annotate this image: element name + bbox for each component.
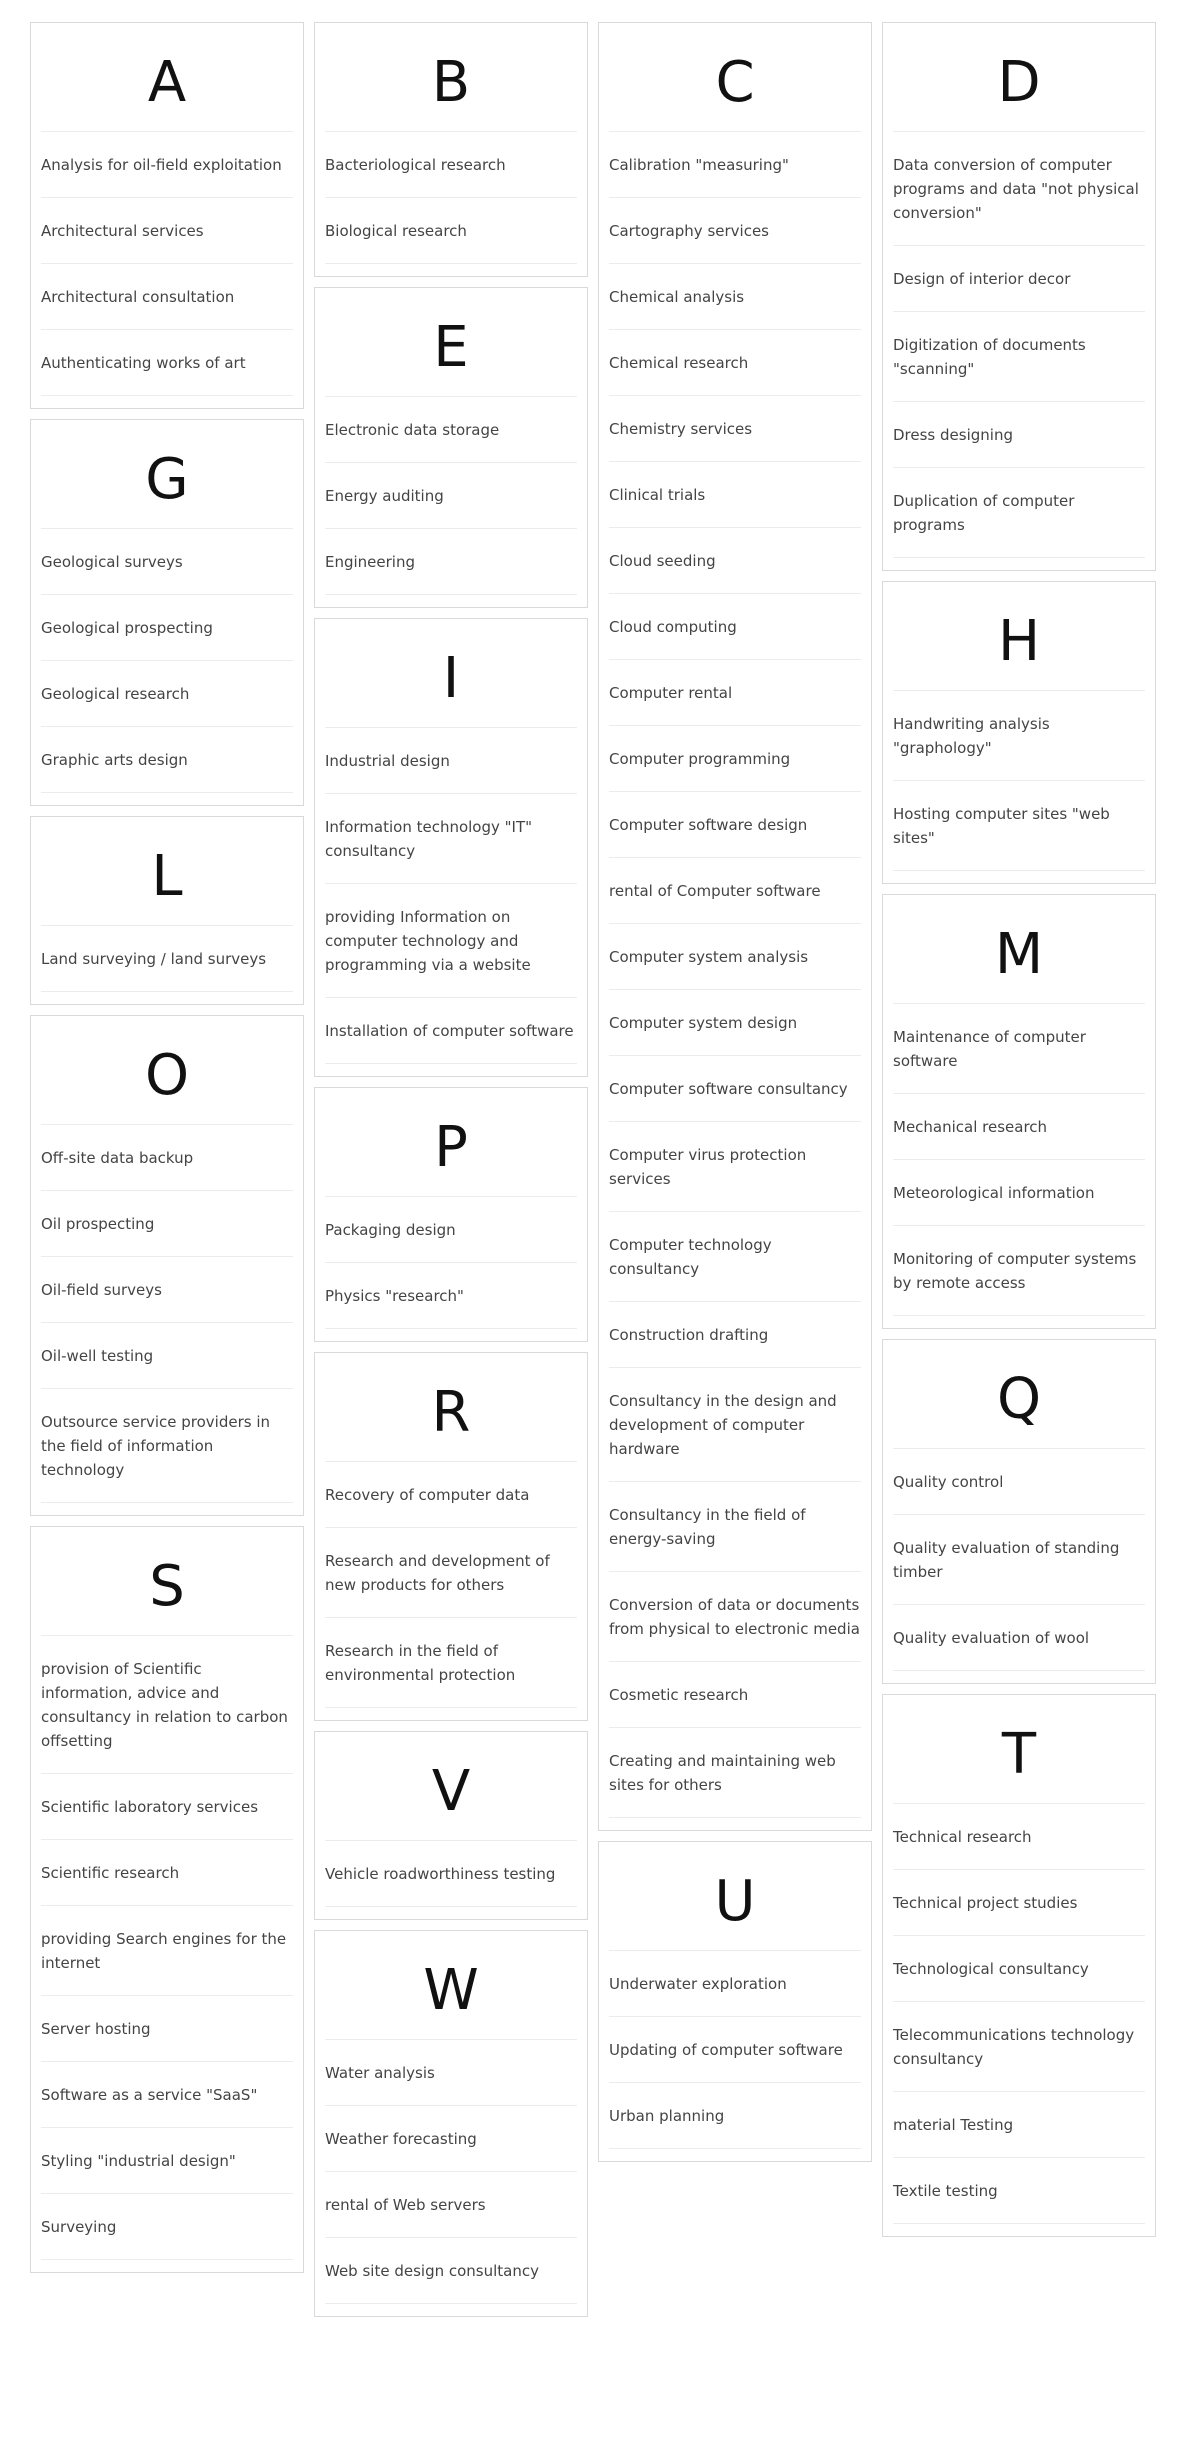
card-footer-spacer <box>893 871 1145 883</box>
service-item[interactable]: Architectural consultation <box>41 264 293 330</box>
letter-heading: A <box>41 23 293 132</box>
card-footer-spacer <box>609 2149 861 2161</box>
letter-heading: V <box>325 1732 577 1841</box>
service-list <box>325 1841 577 1907</box>
card-footer-spacer <box>325 264 577 276</box>
service-item[interactable]: Packaging design <box>325 1197 577 1263</box>
letter-card-w <box>314 1930 588 2317</box>
letter-heading: T <box>893 1695 1145 1804</box>
letter-heading: C <box>609 23 861 132</box>
service-item[interactable]: Software as a service "SaaS" <box>41 2062 293 2128</box>
service-list <box>325 1462 577 1708</box>
service-item[interactable]: providing Search engines for the internet <box>41 1906 293 1996</box>
letter-heading: W <box>325 1931 577 2040</box>
column-3 <box>598 22 872 2317</box>
service-list <box>609 1951 861 2149</box>
service-item[interactable]: Physics "research" <box>325 1263 577 1329</box>
service-item[interactable]: Mechanical research <box>893 1094 1145 1160</box>
letter-card-i <box>314 618 588 1077</box>
service-item[interactable]: Scientific laboratory services <box>41 1774 293 1840</box>
service-list <box>893 1004 1145 1316</box>
service-item[interactable]: Oil prospecting <box>41 1191 293 1257</box>
card-footer-spacer <box>893 558 1145 570</box>
service-item[interactable]: Computer system analysis <box>609 924 861 990</box>
service-item[interactable]: Surveying <box>41 2194 293 2260</box>
service-item[interactable]: Data conversion of computer programs and data "not physical conversion" <box>893 132 1145 246</box>
service-list <box>325 728 577 1064</box>
service-item[interactable]: Research in the field of environmental protection <box>325 1618 577 1708</box>
service-list <box>325 2040 577 2304</box>
service-item[interactable]: Hosting computer sites "web sites" <box>893 781 1145 871</box>
service-item[interactable]: Clinical trials <box>609 462 861 528</box>
service-item[interactable]: Updating of computer software <box>609 2017 861 2083</box>
letter-card-q <box>882 1339 1156 1684</box>
service-item[interactable]: Bacteriological research <box>325 132 577 198</box>
card-footer-spacer <box>893 1316 1145 1328</box>
letter-heading: D <box>893 23 1145 132</box>
card-footer-spacer <box>41 793 293 805</box>
card-footer-spacer <box>893 2224 1145 2236</box>
service-item[interactable]: Digitization of documents "scanning" <box>893 312 1145 402</box>
service-list <box>893 691 1145 871</box>
service-item[interactable]: providing Information on computer technology and programming via a website <box>325 884 577 998</box>
service-item[interactable]: Installation of computer software <box>325 998 577 1064</box>
service-list <box>325 397 577 595</box>
letter-card-d <box>882 22 1156 571</box>
letter-heading: G <box>41 420 293 529</box>
letter-heading: O <box>41 1016 293 1125</box>
service-list <box>41 529 293 793</box>
letter-heading: B <box>325 23 577 132</box>
card-footer-spacer <box>325 1064 577 1076</box>
letter-heading: P <box>325 1088 577 1197</box>
letter-heading: L <box>41 817 293 926</box>
letter-heading: M <box>893 895 1145 1004</box>
service-item[interactable]: Telecommunications technology consultancy <box>893 2002 1145 2092</box>
letter-card-b <box>314 22 588 277</box>
card-footer-spacer <box>325 595 577 607</box>
letter-heading: E <box>325 288 577 397</box>
service-item[interactable]: Meteorological information <box>893 1160 1145 1226</box>
letter-card-m <box>882 894 1156 1329</box>
card-footer-spacer <box>41 1503 293 1515</box>
service-item[interactable]: Cloud computing <box>609 594 861 660</box>
service-item[interactable]: Dress designing <box>893 402 1145 468</box>
service-item[interactable]: Chemical research <box>609 330 861 396</box>
card-footer-spacer <box>325 1708 577 1720</box>
letter-card-t <box>882 1694 1156 2237</box>
service-item[interactable]: Chemistry services <box>609 396 861 462</box>
service-item[interactable]: Textile testing <box>893 2158 1145 2224</box>
service-item[interactable]: Technical project studies <box>893 1870 1145 1936</box>
service-item[interactable]: Conversion of data or documents from physical to electronic media <box>609 1572 861 1662</box>
service-item[interactable]: provision of Scientific information, advice and consultancy in relation to carbon offsetting <box>41 1636 293 1774</box>
service-item[interactable]: Water analysis <box>325 2040 577 2106</box>
service-item[interactable]: Geological research <box>41 661 293 727</box>
service-item[interactable]: Technological consultancy <box>893 1936 1145 2002</box>
service-item[interactable]: rental of Web servers <box>325 2172 577 2238</box>
service-item[interactable]: Urban planning <box>609 2083 861 2149</box>
service-item[interactable]: Styling "industrial design" <box>41 2128 293 2194</box>
letter-heading: S <box>41 1527 293 1636</box>
service-item[interactable]: Quality evaluation of standing timber <box>893 1515 1145 1605</box>
card-footer-spacer <box>41 2260 293 2272</box>
service-item[interactable]: Consultancy in the field of energy-saving <box>609 1482 861 1572</box>
service-item[interactable]: Design of interior decor <box>893 246 1145 312</box>
service-item[interactable]: Geological surveys <box>41 529 293 595</box>
letter-card-a <box>30 22 304 409</box>
service-item[interactable]: rental of Computer software <box>609 858 861 924</box>
service-item[interactable]: Monitoring of computer systems by remote access <box>893 1226 1145 1316</box>
service-item[interactable]: Duplication of computer programs <box>893 468 1145 558</box>
alphabetical-index <box>30 22 1156 2317</box>
service-item[interactable]: Analysis for oil-field exploitation <box>41 132 293 198</box>
column-2 <box>314 22 588 2317</box>
service-item[interactable]: Oil-field surveys <box>41 1257 293 1323</box>
service-list <box>41 1636 293 2260</box>
service-item[interactable]: Underwater exploration <box>609 1951 861 2017</box>
service-item[interactable]: Calibration "measuring" <box>609 132 861 198</box>
service-item[interactable]: Scientific research <box>41 1840 293 1906</box>
service-item[interactable]: Architectural services <box>41 198 293 264</box>
service-list <box>325 132 577 264</box>
column-1 <box>30 22 304 2317</box>
service-item[interactable]: Land surveying / land surveys <box>41 926 293 992</box>
service-item[interactable]: Creating and maintaining web sites for others <box>609 1728 861 1818</box>
service-item[interactable]: Engineering <box>325 529 577 595</box>
letter-heading: I <box>325 619 577 728</box>
card-footer-spacer <box>325 1329 577 1341</box>
service-item[interactable]: Weather forecasting <box>325 2106 577 2172</box>
service-item[interactable]: Computer software consultancy <box>609 1056 861 1122</box>
letter-heading: R <box>325 1353 577 1462</box>
letter-card-g <box>30 419 304 806</box>
service-item[interactable]: Outsource service providers in the field of information technology <box>41 1389 293 1503</box>
service-item[interactable]: Cloud seeding <box>609 528 861 594</box>
letter-heading: H <box>893 582 1145 691</box>
letter-card-c <box>598 22 872 1831</box>
service-item[interactable]: Vehicle roadworthiness testing <box>325 1841 577 1907</box>
letter-card-e <box>314 287 588 608</box>
letter-card-l <box>30 816 304 1005</box>
service-item[interactable]: Handwriting analysis "graphology" <box>893 691 1145 781</box>
service-item[interactable]: Cartography services <box>609 198 861 264</box>
service-list <box>893 132 1145 558</box>
service-item[interactable]: Quality evaluation of wool <box>893 1605 1145 1671</box>
service-item[interactable]: Quality control <box>893 1449 1145 1515</box>
service-item[interactable]: Research and development of new products for others <box>325 1528 577 1618</box>
service-item[interactable]: Industrial design <box>325 728 577 794</box>
service-list <box>609 132 861 1818</box>
service-item[interactable]: Cosmetic research <box>609 1662 861 1728</box>
letter-card-u <box>598 1841 872 2162</box>
service-item[interactable]: Consultancy in the design and development of computer hardware <box>609 1368 861 1482</box>
letter-card-v <box>314 1731 588 1920</box>
service-item[interactable]: Computer programming <box>609 726 861 792</box>
letter-heading: U <box>609 1842 861 1951</box>
service-item[interactable]: Maintenance of computer software <box>893 1004 1145 1094</box>
letter-heading: Q <box>893 1340 1145 1449</box>
service-item[interactable]: Electronic data storage <box>325 397 577 463</box>
card-footer-spacer <box>41 992 293 1004</box>
service-item[interactable]: Graphic arts design <box>41 727 293 793</box>
service-list <box>41 1125 293 1503</box>
card-footer-spacer <box>893 1671 1145 1683</box>
service-item[interactable]: Recovery of computer data <box>325 1462 577 1528</box>
card-footer-spacer <box>609 1818 861 1830</box>
service-list <box>893 1804 1145 2224</box>
column-4 <box>882 22 1156 2317</box>
service-list <box>41 926 293 992</box>
service-item[interactable]: Web site design consultancy <box>325 2238 577 2304</box>
card-footer-spacer <box>325 2304 577 2316</box>
service-list <box>325 1197 577 1329</box>
service-item[interactable]: material Testing <box>893 2092 1145 2158</box>
card-footer-spacer <box>325 1907 577 1919</box>
service-item[interactable]: Authenticating works of art <box>41 330 293 396</box>
service-item[interactable]: Energy auditing <box>325 463 577 529</box>
service-item[interactable]: Technical research <box>893 1804 1145 1870</box>
letter-card-h <box>882 581 1156 884</box>
letter-card-p <box>314 1087 588 1342</box>
service-list <box>893 1449 1145 1671</box>
service-item[interactable]: Computer virus protection services <box>609 1122 861 1212</box>
service-item[interactable]: Computer system design <box>609 990 861 1056</box>
service-item[interactable]: Biological research <box>325 198 577 264</box>
service-item[interactable]: Oil-well testing <box>41 1323 293 1389</box>
letter-card-s <box>30 1526 304 2273</box>
letter-card-o <box>30 1015 304 1516</box>
service-item[interactable]: Computer software design <box>609 792 861 858</box>
service-item[interactable]: Construction drafting <box>609 1302 861 1368</box>
service-item[interactable]: Information technology "IT" consultancy <box>325 794 577 884</box>
service-item[interactable]: Computer technology consultancy <box>609 1212 861 1302</box>
letter-card-r <box>314 1352 588 1721</box>
service-list <box>41 132 293 396</box>
service-item[interactable]: Computer rental <box>609 660 861 726</box>
service-item[interactable]: Off-site data backup <box>41 1125 293 1191</box>
service-item[interactable]: Geological prospecting <box>41 595 293 661</box>
service-item[interactable]: Chemical analysis <box>609 264 861 330</box>
service-item[interactable]: Server hosting <box>41 1996 293 2062</box>
card-footer-spacer <box>41 396 293 408</box>
